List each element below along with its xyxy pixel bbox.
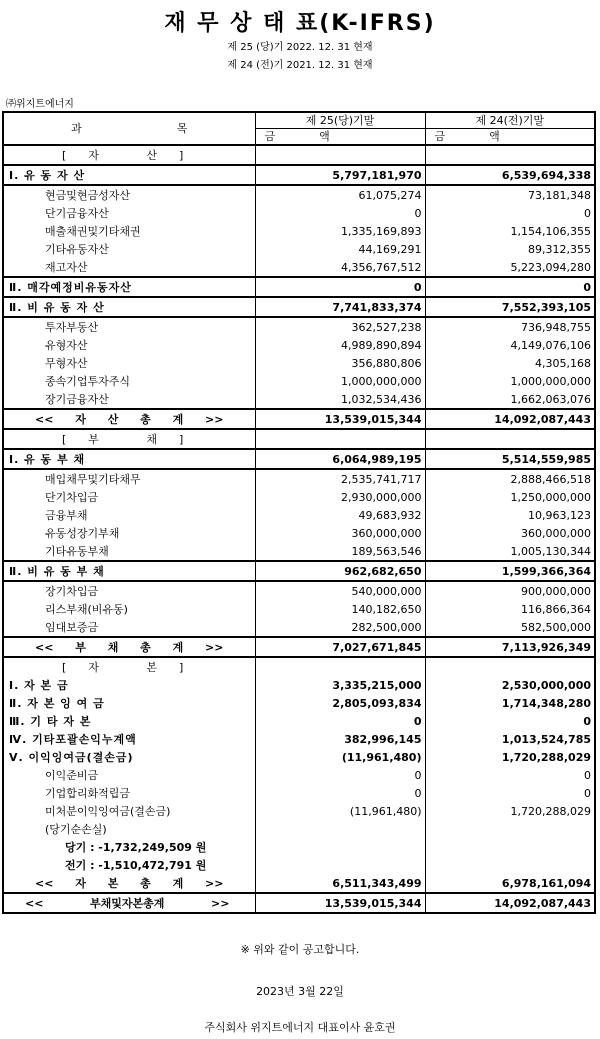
current-amount: 356,880,806 bbox=[255, 354, 425, 372]
table-row bbox=[3, 694, 595, 712]
account-label: 리스부채(비유동) bbox=[45, 602, 128, 616]
prior-amount: 0 bbox=[425, 712, 595, 730]
account-label: Ⅲ. 기 타 자 본 bbox=[9, 714, 92, 728]
prior-amount: 1,005,130,344 bbox=[425, 542, 595, 561]
current-amount: 13,539,015,344 bbox=[255, 409, 425, 429]
table-row bbox=[3, 145, 595, 165]
current-amount: 6,064,989,195 bbox=[255, 449, 425, 469]
current-amount: 0 bbox=[255, 204, 425, 222]
prior-amount: 0 bbox=[425, 766, 595, 784]
current-amount: 6,511,343,499 bbox=[255, 874, 425, 893]
table-row bbox=[3, 524, 595, 542]
table-row bbox=[3, 676, 595, 694]
current-amount: 362,527,238 bbox=[255, 317, 425, 336]
prior-amount bbox=[425, 145, 595, 165]
table-row bbox=[3, 165, 595, 185]
table-row bbox=[3, 488, 595, 506]
prior-amount: 360,000,000 bbox=[425, 524, 595, 542]
prior-amount: 7,113,926,349 bbox=[425, 637, 595, 657]
prior-amount: 0 bbox=[425, 784, 595, 802]
account-label: << 부 채 총 계 >> bbox=[35, 640, 224, 654]
header-current: 제 25(당)기말 bbox=[255, 112, 425, 129]
current-amount: 5,797,181,970 bbox=[255, 165, 425, 185]
table-row bbox=[3, 637, 595, 657]
table-row bbox=[3, 258, 595, 277]
prior-amount: 5,514,559,985 bbox=[425, 449, 595, 469]
prior-amount: 89,312,355 bbox=[425, 240, 595, 258]
account-label: 매출채권및기타채권 bbox=[45, 224, 141, 238]
current-amount bbox=[255, 429, 425, 449]
account-label: Ⅱ. 비 유 동 자 산 bbox=[9, 300, 105, 314]
header-prior-amount: 금 액 bbox=[425, 129, 595, 146]
current-amount: 962,682,650 bbox=[255, 561, 425, 581]
current-amount: 3,335,215,000 bbox=[255, 676, 425, 694]
current-amount: 360,000,000 bbox=[255, 524, 425, 542]
prior-amount bbox=[425, 657, 595, 676]
current-amount: 540,000,000 bbox=[255, 581, 425, 600]
account-label: [자 본] bbox=[62, 660, 206, 674]
current-amount: 2,930,000,000 bbox=[255, 488, 425, 506]
table-row bbox=[3, 820, 595, 838]
account-label: 금융부채 bbox=[45, 508, 88, 522]
account-label: Ⅰ. 자 본 금 bbox=[9, 678, 69, 692]
account-label: [부 채] bbox=[62, 432, 206, 446]
account-label: Ⅱ. 매각예정비유동자산 bbox=[9, 280, 132, 294]
account-label: << 자 산 총 계 >> bbox=[35, 412, 224, 426]
current-amount: 13,539,015,344 bbox=[255, 893, 425, 913]
account-label: Ⅱ. 자 본 잉 여 금 bbox=[9, 696, 105, 710]
table-row bbox=[3, 856, 595, 874]
prior-amount: 900,000,000 bbox=[425, 581, 595, 600]
current-amount bbox=[255, 838, 425, 856]
company-name: ㈜위지트에너지 bbox=[6, 99, 74, 110]
prior-amount: 1,714,348,280 bbox=[425, 694, 595, 712]
current-amount: 7,741,833,374 bbox=[255, 297, 425, 317]
table-row bbox=[3, 185, 595, 204]
account-label: 단기금융자산 bbox=[45, 206, 109, 220]
table-row bbox=[3, 748, 595, 766]
notice-text: ※ 위와 같이 공고합니다. bbox=[240, 943, 360, 956]
current-amount: 1,335,169,893 bbox=[255, 222, 425, 240]
prior-amount: 14,092,087,443 bbox=[425, 409, 595, 429]
current-amount: (11,961,480) bbox=[255, 802, 425, 820]
table-row bbox=[3, 784, 595, 802]
table-row bbox=[3, 893, 595, 913]
account-label: 당기 : -1,732,249,509 원 bbox=[65, 840, 207, 854]
table-row bbox=[3, 469, 595, 488]
table-row bbox=[3, 600, 595, 618]
prior-amount: 1,250,000,000 bbox=[425, 488, 595, 506]
account-label: 이익준비금 bbox=[45, 768, 99, 782]
current-amount: 49,683,932 bbox=[255, 506, 425, 524]
prior-amount: 73,181,348 bbox=[425, 185, 595, 204]
prior-amount: 1,662,063,076 bbox=[425, 390, 595, 409]
prior-amount: 6,539,694,338 bbox=[425, 165, 595, 185]
table-row bbox=[3, 657, 595, 676]
table-row bbox=[3, 372, 595, 390]
prior-amount: 7,552,393,105 bbox=[425, 297, 595, 317]
prior-amount: 582,500,000 bbox=[425, 618, 595, 637]
current-amount bbox=[255, 657, 425, 676]
prior-amount: 14,092,087,443 bbox=[425, 893, 595, 913]
table-row bbox=[3, 429, 595, 449]
header-prior: 제 24(전)기말 bbox=[425, 112, 595, 129]
prior-amount: 736,948,755 bbox=[425, 317, 595, 336]
account-label: Ⅳ. 기타포괄손익누계액 bbox=[9, 732, 137, 746]
prior-amount bbox=[425, 838, 595, 856]
period-current: 제 25 (당)기 2022. 12. 31 현재 bbox=[227, 42, 373, 53]
account-label: [자 산] bbox=[62, 148, 206, 162]
prior-amount bbox=[425, 429, 595, 449]
prior-amount: 1,154,106,355 bbox=[425, 222, 595, 240]
table-row bbox=[3, 240, 595, 258]
current-amount bbox=[255, 820, 425, 838]
account-label: 현금및현금성자산 bbox=[45, 188, 131, 202]
prior-amount: 1,013,524,785 bbox=[425, 730, 595, 748]
current-amount: 282,500,000 bbox=[255, 618, 425, 637]
account-label: 기타유동부채 bbox=[45, 544, 109, 558]
table-row bbox=[3, 409, 595, 429]
current-amount: 61,075,274 bbox=[255, 185, 425, 204]
account-label: 종속기업투자주식 bbox=[45, 374, 131, 388]
current-amount: 44,169,291 bbox=[255, 240, 425, 258]
current-amount: 7,027,671,845 bbox=[255, 637, 425, 657]
account-label: Ⅰ. 유 동 부 채 bbox=[9, 452, 86, 466]
table-row bbox=[3, 354, 595, 372]
account-label: 장기차입금 bbox=[45, 584, 99, 598]
prior-amount: 0 bbox=[425, 204, 595, 222]
account-label: Ⅰ. 유 동 자 산 bbox=[9, 168, 86, 182]
account-label: 유동성장기부채 bbox=[45, 526, 120, 540]
current-amount: 140,182,650 bbox=[255, 600, 425, 618]
header-current-amount: 금 액 bbox=[255, 129, 425, 146]
prior-amount: 116,866,364 bbox=[425, 600, 595, 618]
table-row bbox=[3, 561, 595, 581]
account-label: Ⅴ. 이익잉여금(결손금) bbox=[9, 750, 134, 764]
account-label: 매입채무및기타채무 bbox=[45, 472, 141, 486]
current-amount bbox=[255, 856, 425, 874]
prior-amount: 0 bbox=[425, 277, 595, 297]
account-label: 투자부동산 bbox=[45, 320, 99, 334]
prior-amount: 10,963,123 bbox=[425, 506, 595, 524]
table-row bbox=[3, 204, 595, 222]
table-row bbox=[3, 802, 595, 820]
current-amount: 0 bbox=[255, 784, 425, 802]
current-amount: 2,805,093,834 bbox=[255, 694, 425, 712]
table-row bbox=[3, 449, 595, 469]
account-label: 기업합리화적립금 bbox=[45, 786, 131, 800]
current-amount: 189,563,546 bbox=[255, 542, 425, 561]
prior-amount: 4,149,076,106 bbox=[425, 336, 595, 354]
prior-amount: 1,720,288,029 bbox=[425, 748, 595, 766]
prior-amount: 1,000,000,000 bbox=[425, 372, 595, 390]
prior-amount: 2,888,466,518 bbox=[425, 469, 595, 488]
current-amount: 4,989,890,894 bbox=[255, 336, 425, 354]
current-amount: 1,032,534,436 bbox=[255, 390, 425, 409]
current-amount: 0 bbox=[255, 766, 425, 784]
current-amount: 382,996,145 bbox=[255, 730, 425, 748]
signature-line: 주식회사 위지트에너지 대표이사 윤호권 bbox=[204, 1021, 396, 1034]
document-title: 재 무 상 태 표(K-IFRS) bbox=[164, 11, 436, 36]
current-amount: 1,000,000,000 bbox=[255, 372, 425, 390]
table-row bbox=[3, 222, 595, 240]
table-row bbox=[3, 317, 595, 336]
account-label: 전기 : -1,510,472,791 원 bbox=[65, 858, 207, 872]
account-label: 유형자산 bbox=[45, 338, 88, 352]
account-label: 임대보증금 bbox=[45, 620, 99, 634]
prior-amount bbox=[425, 856, 595, 874]
prior-amount: 1,720,288,029 bbox=[425, 802, 595, 820]
current-amount: 0 bbox=[255, 712, 425, 730]
balance-sheet-table bbox=[2, 111, 596, 914]
current-amount bbox=[255, 145, 425, 165]
prior-amount: 2,530,000,000 bbox=[425, 676, 595, 694]
account-label: (당기순손실) bbox=[45, 822, 107, 836]
table-row bbox=[3, 874, 595, 893]
notice-date: 2023년 3월 22일 bbox=[256, 985, 344, 998]
header-account: 과 목 bbox=[3, 112, 255, 145]
account-label: 기타유동자산 bbox=[45, 242, 109, 256]
account-label: 무형자산 bbox=[45, 356, 88, 370]
current-amount: (11,961,480) bbox=[255, 748, 425, 766]
table-row bbox=[3, 581, 595, 600]
account-label: 재고자산 bbox=[45, 260, 88, 274]
prior-amount: 5,223,094,280 bbox=[425, 258, 595, 277]
current-amount: 4,356,767,512 bbox=[255, 258, 425, 277]
table-row bbox=[3, 542, 595, 561]
table-row bbox=[3, 766, 595, 784]
table-row bbox=[3, 838, 595, 856]
table-row bbox=[3, 297, 595, 317]
table-row bbox=[3, 277, 595, 297]
account-label: << 부채및자본총계 >> bbox=[25, 896, 230, 910]
prior-amount: 4,305,168 bbox=[425, 354, 595, 372]
table-row bbox=[3, 336, 595, 354]
prior-amount: 1,599,366,364 bbox=[425, 561, 595, 581]
table-row bbox=[3, 730, 595, 748]
prior-amount: 6,978,161,094 bbox=[425, 874, 595, 893]
period-prior: 제 24 (전)기 2021. 12. 31 현재 bbox=[227, 60, 373, 71]
account-label: 미처분이익잉여금(결손금) bbox=[45, 804, 171, 818]
table-row bbox=[3, 712, 595, 730]
current-amount: 2,535,741,717 bbox=[255, 469, 425, 488]
account-label: 단기차입금 bbox=[45, 490, 99, 504]
account-label: 장기금융자산 bbox=[45, 392, 109, 406]
table-row bbox=[3, 506, 595, 524]
table-row bbox=[3, 390, 595, 409]
account-label: << 자 본 총 계 >> bbox=[35, 876, 224, 890]
prior-amount bbox=[425, 820, 595, 838]
account-label: Ⅱ. 비 유 동 부 채 bbox=[9, 564, 105, 578]
current-amount: 0 bbox=[255, 277, 425, 297]
table-row bbox=[3, 618, 595, 637]
